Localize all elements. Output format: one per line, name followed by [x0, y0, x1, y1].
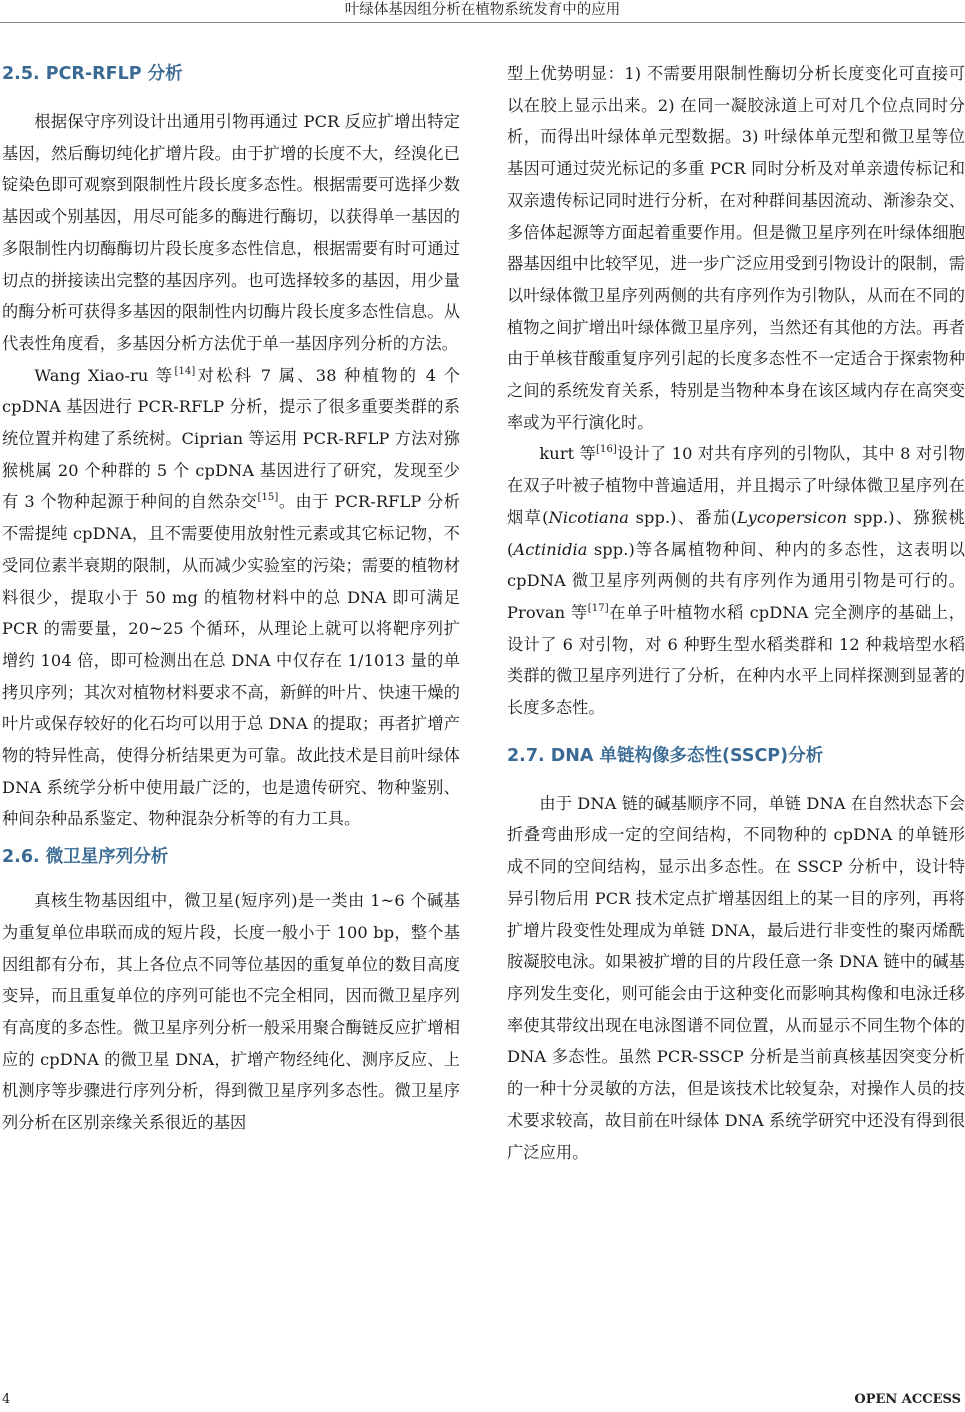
- text-run: 在单子叶植物水稻 cpDNA 完全测序的基础上，设计了 6 对引物，对 6 种野生型水稻类群和 12 种栽培型水稻类群的微卫星序列进行了分析，在种内水平上同样探测到显著的长度多态性。: [507, 602, 965, 718]
- paragraph-2-6-1-continued: 型上优势明显：1) 不需要用限制性酶切分析长度变化可直接可以在胶上显示出来。2) 在同一凝胶泳道上可对几个位点同时分析，而得出叶绿体单元型数据。3) 叶绿体单元型和微卫星等位基因可通过荧光标记的多重 PCR 同时分析及对单亲遗传标记和双亲遗传标记同时进行分析，在对种群间基因流动、渐渗杂交、多倍体起源等方面起着重要作用。但是微卫星序列在叶绿体细胞器基因组中比较罕见，进一步广泛应用受到引物设计的限制，需以叶绿体微卫星序列两侧的共有序列作为引物队，从而在不同的植物之间扩增出叶绿体微卫星序列，当然还有其他的方法。再者由于单核苷酸重复序列引起的长度多态性不一定适合于探索物种之间的系统发育关系，特别是当物种本身在该区域内存在高突变率或为平行演化时。: [507, 64, 965, 432]
- section-heading-2-6: 2.6. 微卫星序列分析: [2, 847, 169, 868]
- citation-14[interactable]: [14]: [174, 365, 196, 377]
- genus-actinidia: Actinidia: [513, 539, 588, 559]
- citation-17[interactable]: [17]: [587, 602, 609, 614]
- genus-lycopersicon: Lycopersicon: [737, 507, 848, 527]
- text-run: 对松科 7 属、38 种植物的 4 个 cpDNA 基因进行 PCR-RFLP 分析，提示了很多重要类群的系统位置并构建了系统树。Ciprian 等运用 PCR-RFLP 方法对猕猴桃属 20 个种群的 5 个 cpDNA 基因进行了研究，发现至少有 3 个物种起源于种间的自然杂交: [2, 365, 460, 512]
- paragraph-2-5-1: 根据保守序列设计出通用引物再通过 PCR 反应扩增出特定基因，然后酶切纯化扩增片段。由于扩增的长度不大，经溴化已锭染色即可观察到限制性片段长度多态性。根据需要可选择少数基因或个别基因，用尽可能多的酶进行酶切，以获得单一基因的多限制性内切酶酶切片段长度多态性信息，根据需要有时可通过切点的拼接读出完整的基因序列。也可选择较多的基因，用少量的酶分析可获得多基因的限制性内切酶片段长度多态性信息。从代表性角度看，多基因分析方法优于单一基因序列分析的方法。: [2, 112, 460, 353]
- paragraph-2-5-2: [2, 360, 460, 836]
- paragraph-2-6-2: [507, 438, 965, 723]
- citation-15[interactable]: [15]: [257, 492, 279, 504]
- citation-16[interactable]: [16]: [596, 444, 617, 456]
- paragraph-2-6-1: 真核生物基因组中，微卫星(短序列)是一类由 1~6 个碱基为重复单位串联而成的短片段，长度一般小于 100 bp，整个基因组都有分布，其上各位点不同等位基因的重复单位的数目高度变异，而且重复单位的序列可能也不完全相同，因而微卫星序列有高度的多态性。微卫星序列分析一般采用聚合酶链反应扩增相应的 cpDNA 的微卫星 DNA，扩增产物经纯化、测序反应、上机测序等步骤进行序列分析，得到微卫星序列多态性。微卫星序列分析在区别亲缘关系很近的基因: [2, 891, 460, 1133]
- text-run: 设计了 10 对共有序列的引物队，其中 8 对引物在双子叶被子植物中普遍适用，并且揭示了叶绿体微卫星序列在烟草(: [507, 444, 965, 527]
- text-run: Wang Xiao-ru 等: [34, 365, 175, 385]
- page-number: 4: [2, 1392, 11, 1407]
- right-column: [507, 58, 965, 1168]
- section-heading-2-5: 2.5. PCR-RFLP 分析: [2, 64, 183, 84]
- section-heading-2-7: 2.7. DNA 单链构像多态性(SSCP)分析: [507, 745, 824, 766]
- text-run: spp.)等各属植物种间、种内的多态性，这表明以 cpDNA 微卫星序列两侧的共有序列作为通用引物是可行的。Provan 等: [507, 539, 965, 622]
- genus-nicotiana: Nicotiana: [548, 507, 630, 527]
- text-run: 。由于 PCR-RFLP 分析不需提纯 cpDNA，且不需要使用放射性元素或其它标记物，不受同位素半衰期的限制，从而减少实验室的污染；需要的植物材料很少，提取小于 50 mg 的植物材料中的总 DNA 即可满足 PCR 的需要量，20~25 个循环，从理论上就可以将靶序列扩增约 104 倍，即可检测出在总 DNA 中仅存在 1/1013 量的单拷贝序列；其次对植物材料要求不高，新鲜的叶片、快速干燥的叶片或保存较好的化石均可以用于总 DNA 的提取；再者扩增产物的特异性高，使得分析结果更为可靠。故此技术是目前叶绿体 DNA 系统学分析中使用最广泛的，也是遗传研究、物种鉴别、种间杂种品系鉴定、物种混杂分析等的有力工具。: [2, 492, 460, 829]
- open-access-label: OPEN ACCESS: [854, 1392, 961, 1407]
- left-column: [2, 58, 460, 1139]
- text-run: spp.)、猕猴桃(: [507, 507, 965, 559]
- paragraph-2-7-1: 由于 DNA 链的碱基顺序不同，单链 DNA 在自然状态下会折叠弯曲形成一定的空间结构，不同物种的 cpDNA 的单链形成不同的空间结构，显示出多态性。在 SSCP 分析中，设计特异引物后用 PCR 技术定点扩增基因组上的某一目的序列，再将扩增片段变性处理成为单链 DNA，最后进行非变性的聚丙烯酰胺凝胶电泳。如果被扩增的目的片段任意一条 DNA 链中的碱基序列发生变化，则可能会由于这种变化而影响其构像和电泳迁移率使其带纹出现在电泳图谱不同位置，从而显示不同生物个体的 DNA 多态性。虽然 PCR-SSCP 分析是当前真核基因突变分析的一种十分灵敏的方法，但是该技术比较复杂，对操作人员的技术要求较高，故目前在叶绿体 DNA 系统学研究中还没有得到很广泛应用。: [507, 793, 965, 1162]
- text-run: spp.)、番茄(: [629, 507, 738, 527]
- text-run: kurt 等: [539, 444, 597, 464]
- running-header: 叶绿体基因组分析在植物系统发育中的应用: [0, 0, 965, 23]
